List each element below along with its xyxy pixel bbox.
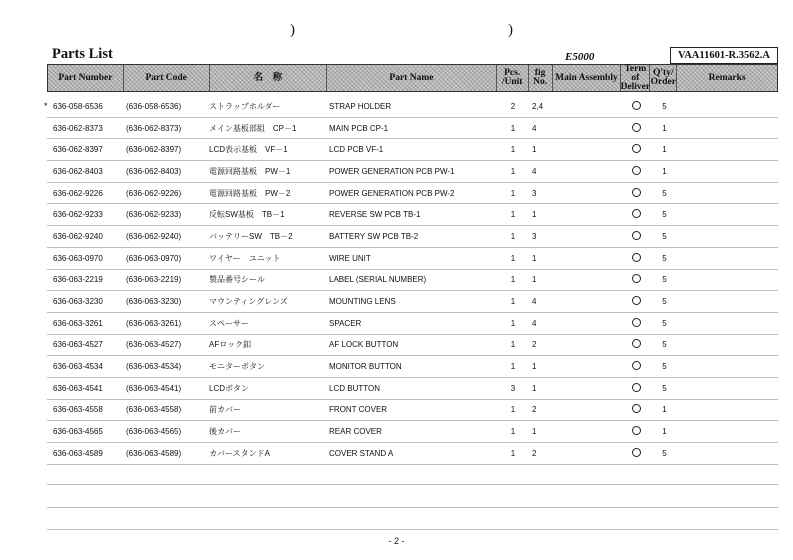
fig-no-cell: 4 [532, 123, 537, 133]
part-name-cell: BATTERY SW PCB TB-2 [329, 231, 419, 241]
table-row [47, 118, 778, 140]
table-row [47, 204, 778, 226]
part-name-cell: REAR COVER [329, 427, 382, 437]
part-code-cell: (636-063-4558) [126, 405, 182, 415]
qty-order-cell: 5 [662, 318, 667, 328]
term-of-deliver-cell [622, 318, 651, 329]
part-number-cell: 636-063-3230 [53, 297, 103, 307]
fig-no-cell: 4 [532, 318, 537, 328]
table-row [47, 291, 778, 313]
part-code-cell: (636-058-6536) [126, 101, 182, 111]
qty-order-cell: 5 [662, 383, 667, 393]
fig-no-cell: 4 [532, 166, 537, 176]
part-code-cell: (636-063-0970) [126, 253, 182, 263]
qty-order-cell: 5 [662, 448, 667, 458]
part-name-cell: STRAP HOLDER [329, 101, 392, 111]
circle-mark-icon [632, 144, 641, 153]
jp-name-cell: モニターボタン [209, 362, 265, 372]
circle-mark-icon [632, 361, 641, 370]
pcs-unit-cell: 1 [510, 123, 516, 133]
pcs-unit-cell: 2 [510, 101, 516, 111]
qty-order-cell: 5 [662, 362, 667, 372]
jp-name-cell: バッテリーSW TB－2 [209, 231, 293, 241]
col-part-name: Part Name [327, 65, 497, 91]
term-of-deliver-cell [622, 383, 651, 394]
jp-name-cell: LCD表示基板 VF－1 [209, 145, 288, 155]
pcs-unit-cell: 1 [510, 297, 516, 307]
jp-name-cell: 電源回路基板 PW－1 [209, 166, 291, 176]
circle-mark-icon [632, 123, 641, 132]
part-code-cell: (636-063-3230) [126, 297, 182, 307]
qty-order-cell: 5 [662, 253, 667, 263]
term-of-deliver-cell [622, 209, 651, 220]
part-name-cell: AF LOCK BUTTON [329, 340, 399, 350]
term-of-deliver-cell [622, 274, 651, 285]
col-main-assembly: Main Assembly [553, 65, 622, 91]
circle-mark-icon [632, 188, 641, 197]
term-of-deliver-cell [622, 123, 651, 134]
part-number-cell: 636-063-4534 [53, 362, 103, 372]
part-code-cell: (636-062-9226) [126, 188, 182, 198]
term-of-deliver-cell [622, 253, 651, 264]
term-of-deliver-cell [622, 296, 651, 307]
pcs-unit-cell: 1 [510, 448, 516, 458]
part-name-cell: SPACER [329, 318, 362, 328]
col-pcs-unit: Pcs. /Unit [497, 65, 529, 91]
circle-mark-icon [632, 231, 641, 240]
pcs-unit-cell: 1 [510, 427, 516, 437]
change-mark-icon: * [44, 100, 48, 111]
part-number-cell: 636-062-8373 [53, 123, 103, 133]
term-of-deliver-cell [622, 166, 651, 177]
pcs-unit-cell: 1 [510, 318, 516, 328]
fig-no-cell: 2 [532, 340, 537, 350]
table-row [47, 183, 778, 205]
part-code-cell: (636-062-9233) [126, 210, 182, 220]
circle-mark-icon [632, 404, 641, 413]
jp-name-cell: 製品番号シール [209, 275, 265, 285]
part-name-cell: MOUNTING LENS [329, 297, 396, 307]
qty-order-cell: 5 [662, 101, 667, 111]
jp-name-cell: 後カバー [209, 427, 241, 437]
part-name-cell: REVERSE SW PCB TB-1 [329, 210, 421, 220]
blank-row-line [47, 529, 778, 530]
table-header [47, 64, 778, 92]
term-of-deliver-cell [622, 144, 651, 155]
part-code-cell: (636-063-4541) [126, 383, 182, 393]
part-code-cell: (636-062-8373) [126, 123, 182, 133]
part-number-cell: 636-063-4565 [53, 427, 103, 437]
part-code-cell: (636-062-8403) [126, 166, 182, 176]
circle-mark-icon [632, 426, 641, 435]
circle-mark-icon [632, 383, 641, 392]
circle-mark-icon [632, 296, 641, 305]
col-part-code: Part Code [124, 65, 210, 91]
circle-mark-icon [632, 339, 641, 348]
fig-no-cell: 2 [532, 405, 537, 415]
col-fig-no: fig No. [529, 65, 553, 91]
part-code-cell: (636-063-4589) [126, 448, 182, 458]
jp-name-cell: 前カバー [209, 405, 241, 415]
part-code-cell: (636-063-2219) [126, 275, 182, 285]
jp-name-cell: スペーサー [209, 318, 249, 328]
part-name-cell: FRONT COVER [329, 405, 388, 415]
header-paren-left: ) [290, 22, 295, 38]
part-number-cell: 636-062-8397 [53, 145, 103, 155]
jp-name-cell: 電源回路基板 PW－2 [209, 188, 291, 198]
part-name-cell: WIRE UNIT [329, 253, 371, 263]
qty-order-cell: 1 [662, 427, 667, 437]
pcs-unit-cell: 3 [510, 383, 516, 393]
header-paren-right: ) [508, 22, 513, 38]
term-of-deliver-cell [622, 404, 651, 415]
pcs-unit-cell: 1 [510, 405, 516, 415]
page-title: Parts List [52, 46, 113, 62]
qty-order-cell: 5 [662, 231, 667, 241]
circle-mark-icon [632, 209, 641, 218]
col-part-number: Part Number [48, 65, 124, 91]
col-jp-name: 名 称 [210, 65, 328, 91]
jp-name-cell: LCDボタン [209, 383, 250, 393]
part-name-cell: MAIN PCB CP-1 [329, 123, 389, 133]
fig-no-cell: 1 [532, 275, 537, 285]
jp-name-cell: ストラップホルダー [209, 101, 281, 111]
circle-mark-icon [632, 166, 641, 175]
part-code-cell: (636-063-4534) [126, 362, 182, 372]
part-number-cell: 636-062-8403 [53, 166, 103, 176]
model-name: E5000 [565, 51, 595, 63]
qty-order-cell: 1 [662, 145, 667, 155]
pcs-unit-cell: 1 [510, 340, 516, 350]
part-number-cell: 636-063-4527 [53, 340, 103, 350]
parts-table-body [44, 96, 778, 465]
part-number-cell: 636-062-9226 [53, 188, 103, 198]
circle-mark-icon [632, 448, 641, 457]
table-row [47, 313, 778, 335]
blank-row-line [47, 484, 778, 485]
circle-mark-icon [632, 101, 641, 110]
circle-mark-icon [632, 318, 641, 327]
part-number-cell: 636-063-4558 [53, 405, 103, 415]
blank-row-line [47, 507, 778, 508]
col-term-of-deliver: Term of Deliver [620, 63, 651, 92]
part-number-cell: 636-062-9233 [53, 210, 103, 220]
part-number-cell: 636-063-3261 [53, 318, 103, 328]
pcs-unit-cell: 1 [510, 145, 516, 155]
jp-name-cell: AFロック釦 [209, 340, 252, 350]
fig-no-cell: 3 [532, 188, 537, 198]
qty-order-cell: 1 [662, 166, 667, 176]
pcs-unit-cell: 1 [510, 188, 516, 198]
fig-no-cell: 2 [532, 448, 537, 458]
table-row [47, 161, 778, 183]
part-name-cell: POWER GENERATION PCB PW-1 [329, 166, 455, 176]
part-number-cell: 636-063-0970 [53, 253, 103, 263]
circle-mark-icon [632, 274, 641, 283]
part-code-cell: (636-063-4527) [126, 340, 182, 350]
part-number-cell: 636-063-2219 [53, 275, 103, 285]
fig-no-cell: 1 [532, 383, 537, 393]
term-of-deliver-cell [622, 101, 651, 112]
pcs-unit-cell: 1 [510, 231, 516, 241]
part-name-cell: LCD PCB VF-1 [329, 145, 384, 155]
jp-name-cell: メイン基板部組 CP－1 [209, 123, 297, 133]
part-code-cell: (636-063-4565) [126, 427, 182, 437]
table-row [47, 335, 778, 357]
document-number: VAA11601-R.3562.A [670, 47, 778, 64]
col-remarks: Remarks [677, 65, 777, 91]
fig-no-cell: 1 [532, 427, 537, 437]
jp-name-cell: ワイヤー ユニット [209, 253, 281, 263]
page-number: - 2 - [388, 536, 405, 546]
jp-name-cell: マウンティングレンズ [209, 297, 288, 307]
part-code-cell: (636-062-8397) [126, 145, 182, 155]
circle-mark-icon [632, 253, 641, 262]
fig-no-cell: 1 [532, 210, 537, 220]
pcs-unit-cell: 1 [510, 253, 516, 263]
table-row [47, 356, 778, 378]
pcs-unit-cell: 1 [510, 275, 516, 285]
fig-no-cell: 1 [532, 362, 537, 372]
col-qty-order: Q'ty/ Order [650, 65, 677, 91]
part-name-cell: LCD BUTTON [329, 383, 380, 393]
qty-order-cell: 5 [662, 340, 667, 350]
part-number-cell: 636-062-9240 [53, 231, 103, 241]
table-row [44, 96, 778, 118]
jp-name-cell: カバースタンドA [209, 448, 270, 458]
qty-order-cell: 1 [662, 405, 667, 415]
table-row [47, 400, 778, 422]
fig-no-cell: 4 [532, 297, 537, 307]
table-row [47, 139, 778, 161]
part-number-cell: 636-063-4541 [53, 383, 103, 393]
fig-no-cell: 2,4 [532, 101, 544, 111]
part-name-cell: MONITOR BUTTON [329, 362, 402, 372]
table-row [47, 421, 778, 443]
fig-no-cell: 1 [532, 145, 537, 155]
term-of-deliver-cell [622, 188, 651, 199]
part-name-cell: LABEL (SERIAL NUMBER) [329, 275, 427, 285]
part-code-cell: (636-063-3261) [126, 318, 182, 328]
qty-order-cell: 5 [662, 275, 667, 285]
part-number-cell: 636-063-4589 [53, 448, 103, 458]
fig-no-cell: 1 [532, 253, 537, 263]
term-of-deliver-cell [622, 361, 651, 372]
term-of-deliver-cell [622, 231, 651, 242]
part-number-cell: * 636-058-6536 [44, 100, 103, 111]
term-of-deliver-cell [622, 448, 651, 459]
part-name-cell: COVER STAND A [329, 448, 394, 458]
fig-no-cell: 3 [532, 231, 537, 241]
part-name-cell: POWER GENERATION PCB PW-2 [329, 188, 455, 198]
term-of-deliver-cell [622, 426, 651, 437]
table-row [47, 378, 778, 400]
term-of-deliver-cell [622, 339, 651, 350]
table-row [47, 270, 778, 292]
qty-order-cell: 5 [662, 188, 667, 198]
part-code-cell: (636-062-9240) [126, 231, 182, 241]
qty-order-cell: 5 [662, 297, 667, 307]
qty-order-cell: 1 [662, 123, 667, 133]
table-row [47, 248, 778, 270]
table-row [47, 226, 778, 248]
qty-order-cell: 5 [662, 210, 667, 220]
jp-name-cell: 反転SW基板 TB－1 [209, 210, 285, 220]
pcs-unit-cell: 1 [510, 362, 516, 372]
table-row [47, 443, 778, 465]
pcs-unit-cell: 1 [510, 210, 516, 220]
pcs-unit-cell: 1 [510, 166, 516, 176]
